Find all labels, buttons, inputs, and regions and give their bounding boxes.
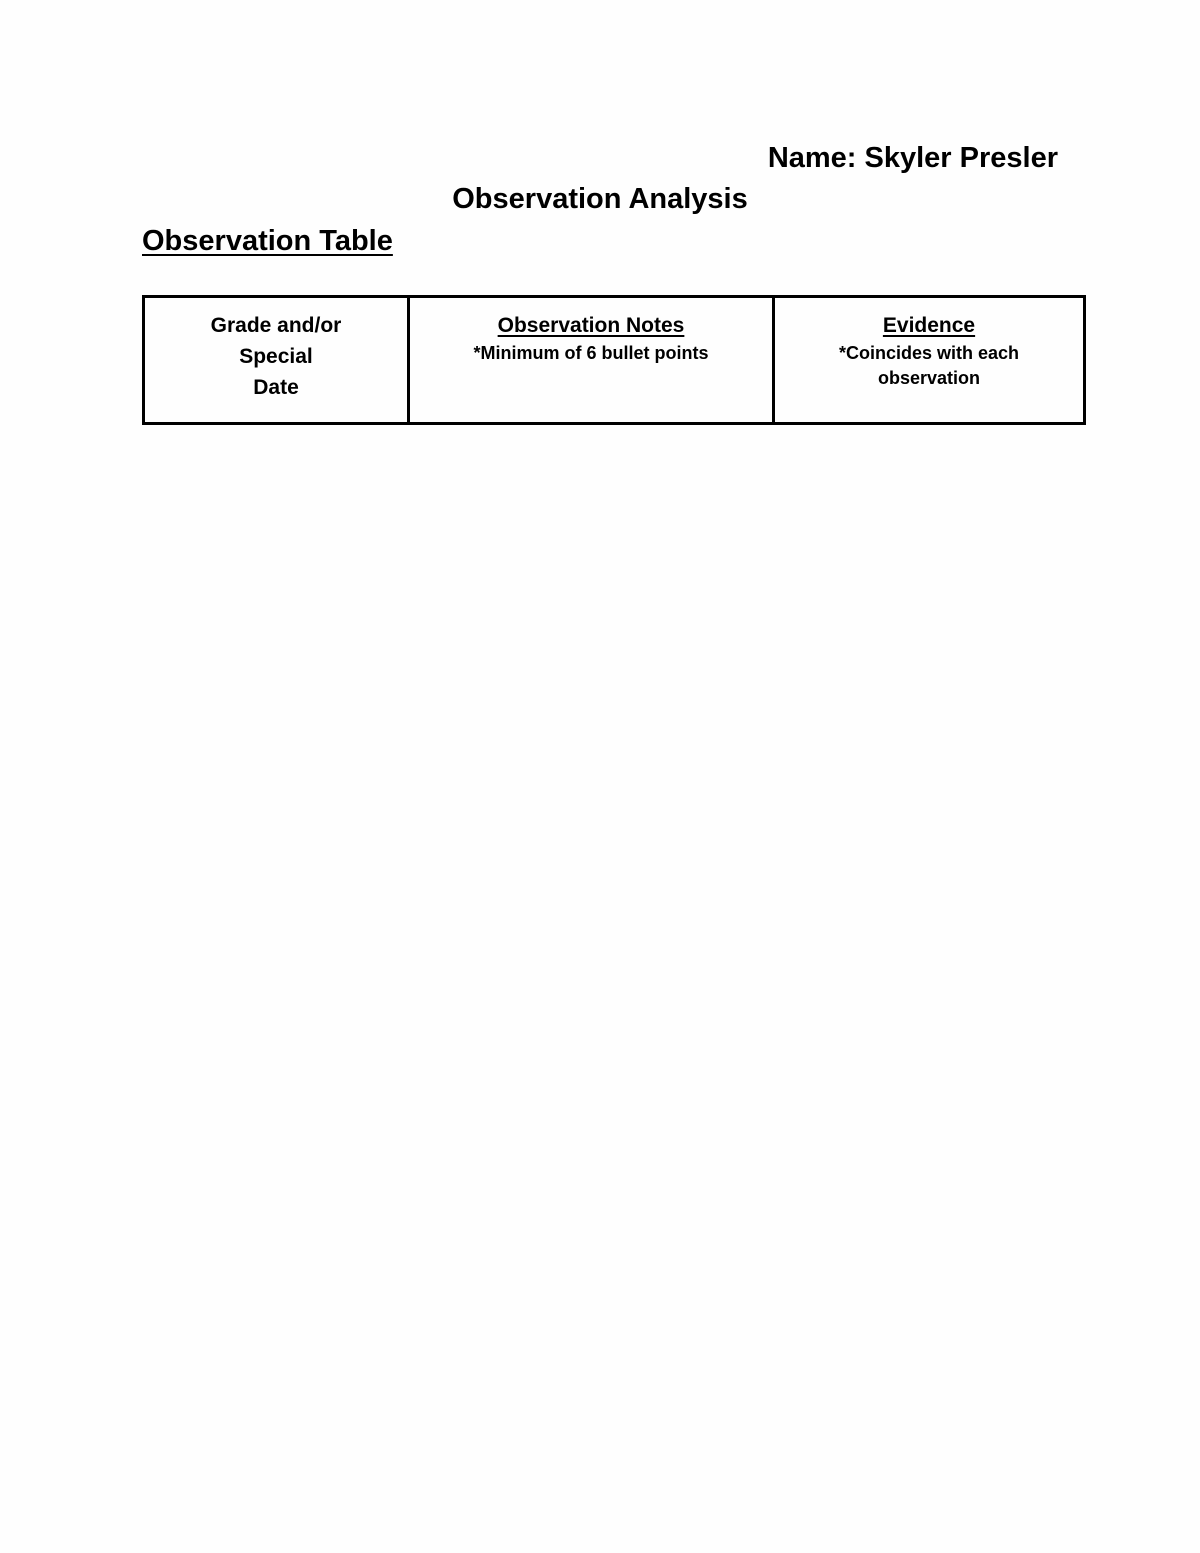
column-header-title-line: Date: [253, 376, 299, 399]
table-header-row: [144, 297, 1085, 424]
column-header-observation-notes: [409, 297, 774, 424]
column-header-subtitle-line: *Coincides with each: [838, 343, 1020, 363]
column-header-title-line: Special: [239, 345, 313, 368]
column-header-title: Evidence: [882, 314, 976, 337]
column-header-grade-date: [144, 297, 409, 424]
column-header-title-line: Grade and/or: [210, 314, 342, 337]
column-header-title: Observation Notes: [497, 314, 685, 337]
observation-table: [142, 295, 1086, 425]
section-heading: Observation Table: [142, 225, 393, 257]
column-header-subtitle-line: observation: [877, 368, 981, 388]
column-header-evidence: [774, 297, 1085, 424]
column-header-subtitle: *Minimum of 6 bullet points: [473, 343, 709, 363]
document-title: Observation Analysis: [452, 183, 748, 215]
student-name: Name: Skyler Presler: [767, 142, 1058, 174]
